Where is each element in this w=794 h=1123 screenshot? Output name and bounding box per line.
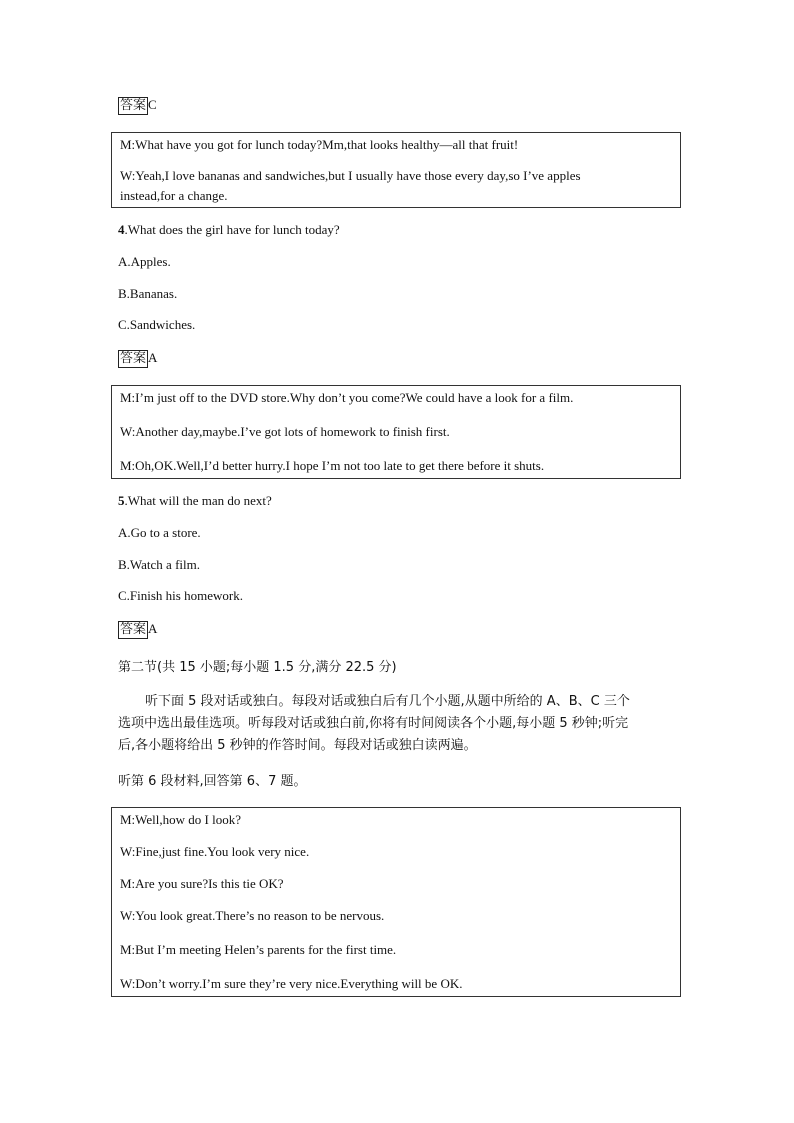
dialog-line: M:Well,how do I look?	[120, 812, 241, 827]
dialog-line: W:You look great.There’s no reason to be nervous.	[120, 908, 385, 923]
question-text: .What will the man do next?	[124, 493, 272, 508]
answer-label-box: 答案	[120, 98, 147, 113]
dialog-box-6	[111, 807, 681, 997]
answer-line-5	[118, 621, 157, 639]
question-5	[118, 493, 272, 509]
answer-value: A	[148, 621, 158, 636]
dialog-line: W:Yeah,I love bananas and sandwiches,but I usually have those every day,so I’ve apples	[120, 168, 581, 183]
option-b: B.Watch a film.	[118, 557, 200, 572]
answer-value: C	[148, 97, 157, 112]
option-a: A.Go to a store.	[118, 525, 201, 540]
dialog-line: M:What have you got for lunch today?Mm,that looks healthy—all that fruit!	[120, 137, 519, 152]
answer-label-box: 答案	[120, 351, 147, 366]
answer-line-3	[118, 97, 157, 115]
material-prompt: 听第 6 段材料,回答第 6、7 题。	[118, 774, 307, 789]
option-c: C.Sandwiches.	[118, 317, 196, 332]
option-c: C.Finish his homework.	[118, 588, 243, 603]
option-a: A.Apples.	[118, 254, 171, 269]
dialog-line: W:Don’t worry.I’m sure they’re very nice.Everything will be OK.	[120, 976, 463, 991]
section-title: 第二节(共 15 小题;每小题 1.5 分,满分 22.5 分)	[118, 660, 397, 675]
dialog-line: M:But I’m meeting Helen’s parents for the first time.	[120, 942, 397, 957]
dialog-line: W:Another day,maybe.I’ve got lots of homework to finish first.	[120, 424, 450, 439]
dialog-line: M:I’m just off to the DVD store.Why don’t you come?We could have a look for a film.	[120, 390, 574, 405]
dialog-line: M:Oh,OK.Well,I’d better hurry.I hope I’m not too late to get there before it shuts.	[120, 458, 545, 473]
question-number: 5	[118, 493, 125, 508]
question-4	[118, 222, 340, 238]
dialog-line: W:Fine,just fine.You look very nice.	[120, 844, 310, 859]
dialog-line: instead,for a change.	[120, 188, 228, 203]
question-number: 4	[118, 222, 125, 237]
option-b: B.Bananas.	[118, 286, 178, 301]
dialog-line: M:Are you sure?Is this tie OK?	[120, 876, 284, 891]
answer-line-4	[118, 350, 157, 368]
instruction-line: 选项中选出最佳选项。听每段对话或独白前,你将有时间阅读各个小题,每小题 5 秒钟;听完	[118, 716, 629, 731]
answer-value: A	[148, 350, 158, 365]
instruction-line: 后,各小题将给出 5 秒钟的作答时间。每段对话或独白读两遍。	[118, 738, 477, 753]
answer-label-box: 答案	[120, 622, 147, 637]
instruction-line: 听下面 5 段对话或独白。每段对话或独白后有几个小题,从题中所给的 A、B、C 三个	[145, 694, 630, 709]
dialog-box-3	[111, 132, 681, 208]
question-text: .What does the girl have for lunch today?	[124, 222, 340, 237]
dialog-box-4	[111, 385, 681, 479]
